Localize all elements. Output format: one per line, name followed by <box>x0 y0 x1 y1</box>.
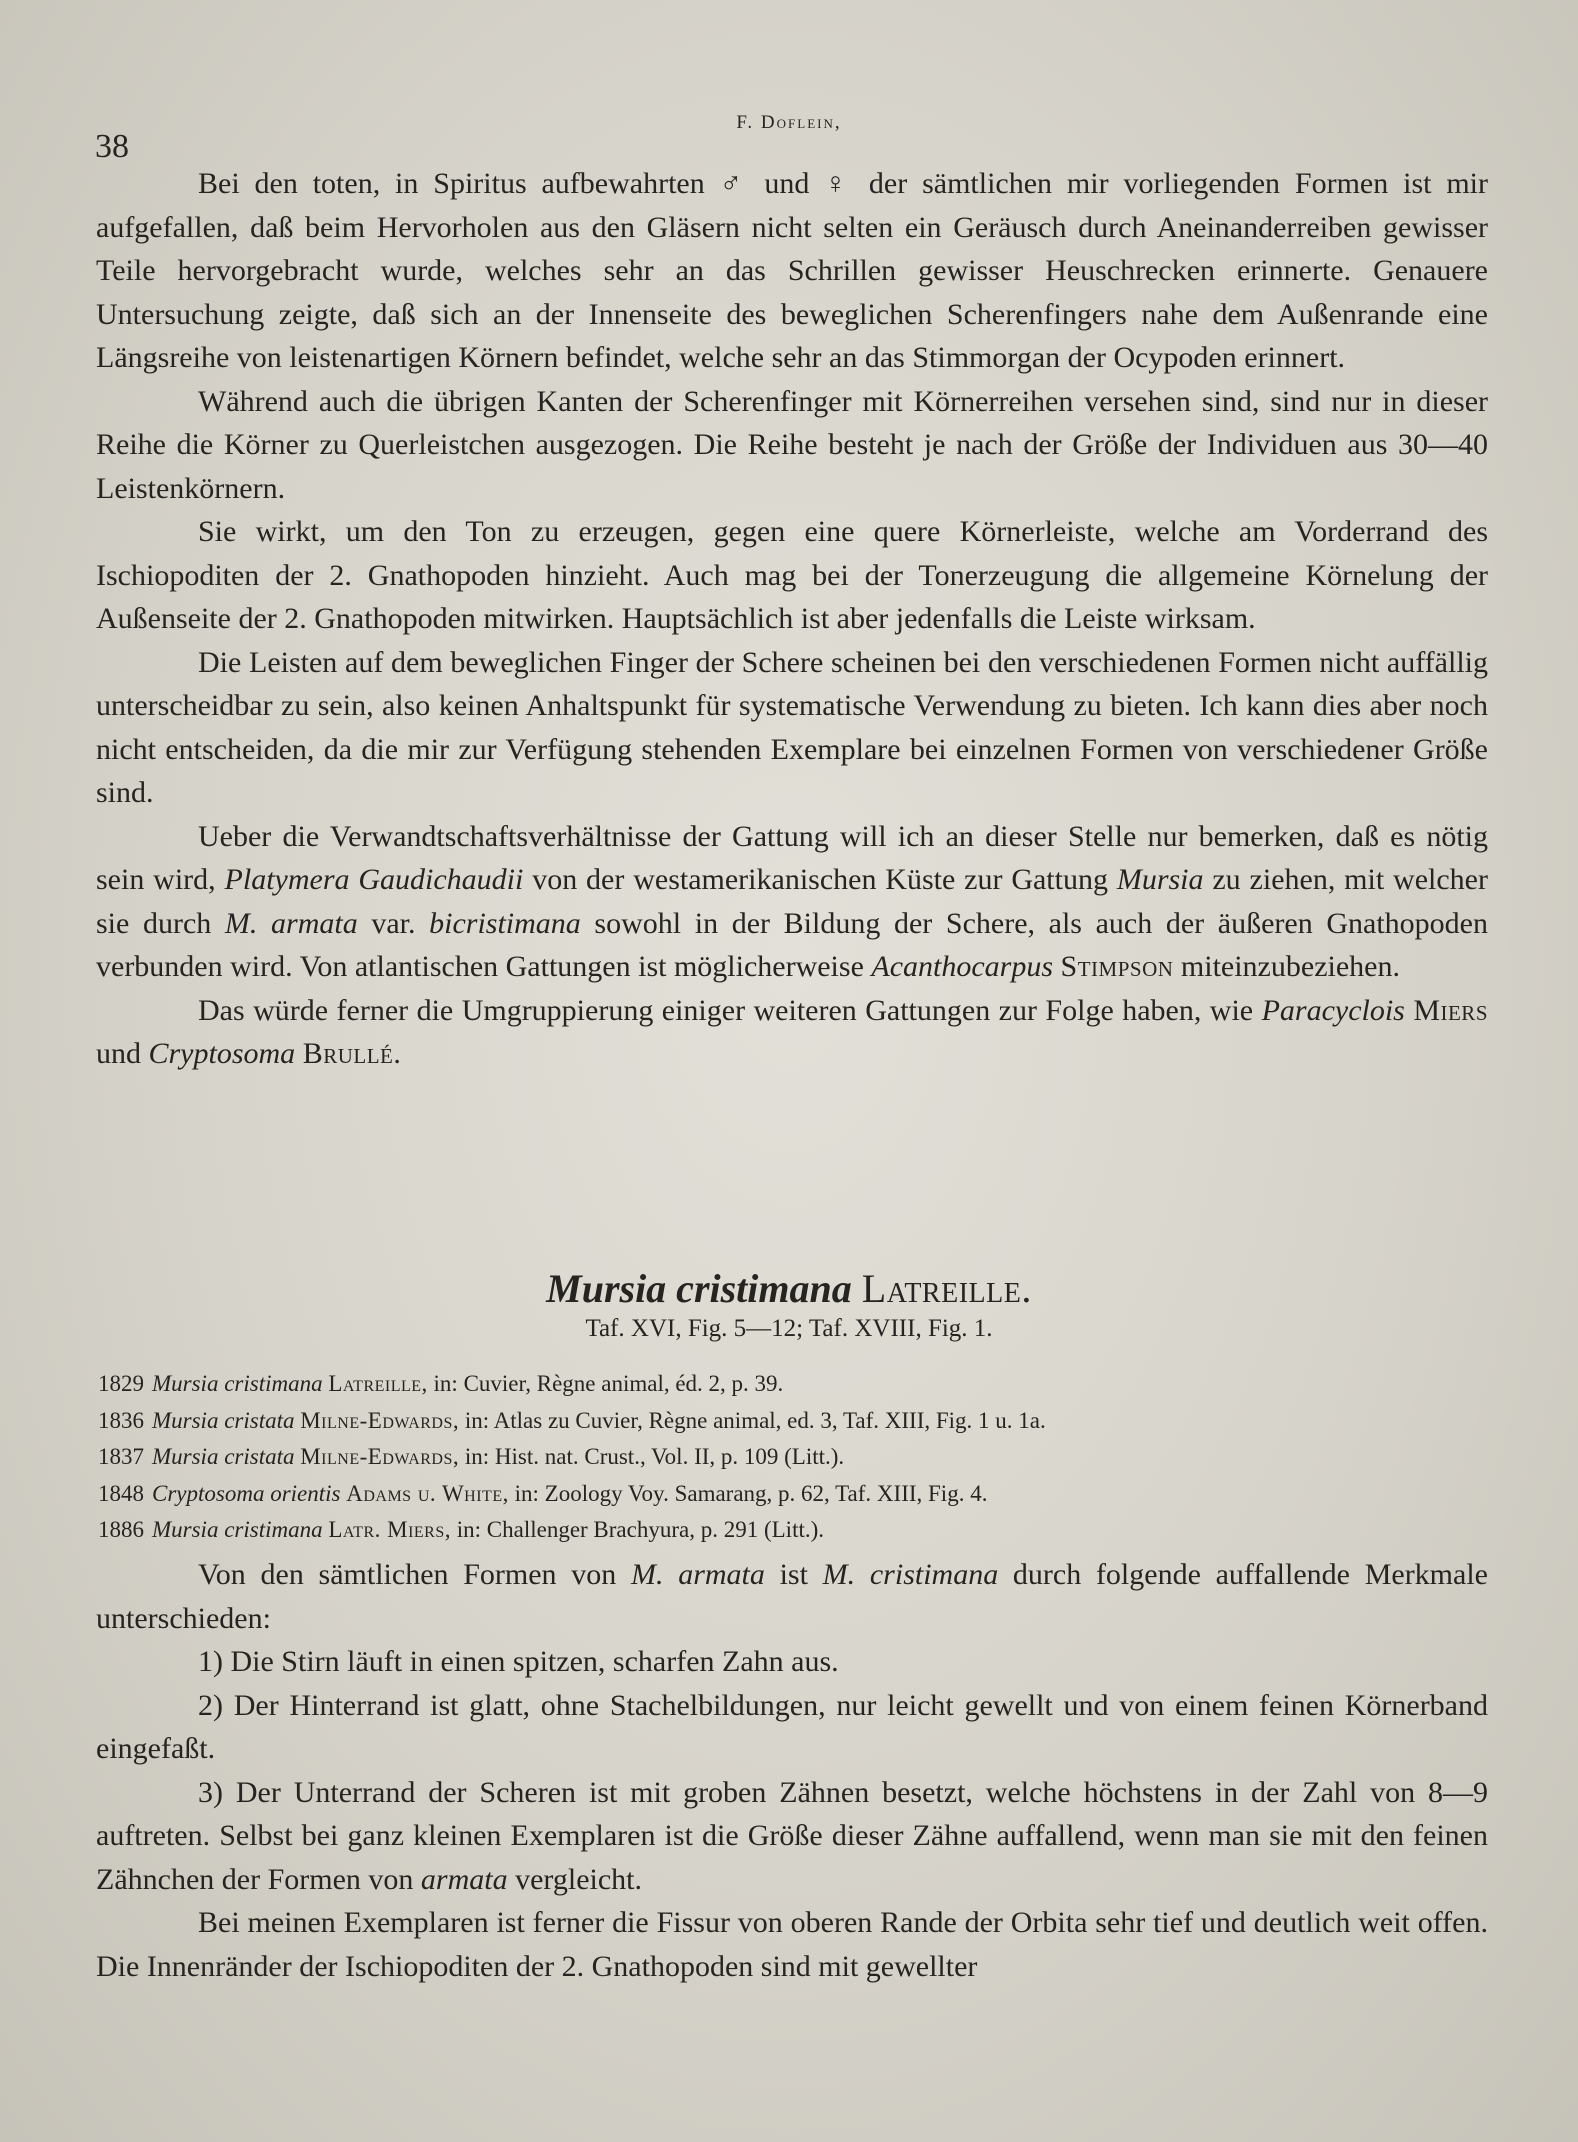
species-author: Latreille. <box>861 1266 1032 1311</box>
text-block-top <box>96 162 1488 1076</box>
species-heading <box>0 1265 1578 1312</box>
list-item: 1) Die Stirn läuft in einen spitzen, scharfen Zahn aus. <box>198 1645 839 1678</box>
synonymy-entry: 1837 Mursia cristata Milne-Edwards, in: Hist. nat. Crust., Vol. II, p. 109 (Litt.). <box>98 1444 845 1469</box>
paragraph: Sie wirkt, um den Ton zu erzeugen, gegen eine quere Körnerleiste, welche am Vorderrand des Ischiopoditen der 2. Gnathopoden hinzieht. Auch mag bei der Tonerzeugung die allgemeine Körnelung der Außenseite der 2. Gnathopoden mitwirken. Hauptsächlich ist aber jedenfalls die Leiste wirksam. <box>96 515 1488 635</box>
plate-reference: Taf. XVI, Fig. 5—12; Taf. XVIII, Fig. 1. <box>585 1315 993 1342</box>
synonymy-entry: 1829 Mursia cristimana Latreille, in: Cuvier, Règne animal, éd. 2, p. 39. <box>98 1371 784 1396</box>
list-item: 2) Der Hinterrand ist glatt, ohne Stachelbildungen, nur leicht gewellt und von einem feinen Körnerband eingefaßt. <box>96 1688 1488 1765</box>
running-head: F. Doflein, <box>736 112 842 133</box>
species-name: Mursia cristimana <box>546 1266 852 1311</box>
page-number: 38 <box>95 128 129 165</box>
list-item: 3) Der Unterrand der Scheren ist mit groben Zähnen besetzt, welche höchstens in der Zahl von 8—9 auftreten. Selbst bei ganz kleinen Exemplaren ist die Größe dieser Zähne auffallend, wenn man sie mit den feinen Zähnchen der Formen von armata vergleicht. <box>96 1775 1488 1896</box>
paragraph: Während auch die übrigen Kanten der Scherenfinger mit Körnerreihen versehen sind, sind nur in dieser Reihe die Körner zu Querleistchen ausgezogen. Die Reihe besteht je nach der Größe der Individuen aus 30—40 Leistenkörnern. <box>96 384 1488 505</box>
paragraph: Von den sämtlichen Formen von M. armata ist M. cristimana durch folgende auffallende Merkmale unterschieden: <box>96 1558 1488 1635</box>
paragraph: Bei meinen Exemplaren ist ferner die Fissur von oberen Rande der Orbita sehr tief und deutlich weit offen. Die Innenränder der Ischiopoditen der 2. Gnathopoden sind mit gewellter <box>96 1906 1488 1983</box>
text-block-bottom <box>96 1553 1488 1988</box>
paragraph: Die Leisten auf dem beweglichen Finger der Schere scheinen bei den verschiedenen Formen nicht auffällig unterscheidbar zu sein, also keinen Anhaltspunkt für systematische Verwendung zu bieten. Ich kann dies aber noch nicht entscheiden, da die mir zur Verfügung stehenden Exemplare bei einzelnen Formen von verschiedener Größe sind. <box>96 645 1488 809</box>
paragraph: Ueber die Verwandtschaftsverhältnisse der Gattung will ich an dieser Stelle nur bemerken, daß es nötig sein wird, Platymera Gaudichaudii von der westamerikanischen Küste zur Gattung Mursia zu ziehen, mit welcher sie durch M. armata var. bicristimana sowohl in der Bildung der Schere, als auch der äußeren Gnathopoden verbunden wird. Von atlantischen Gattungen ist möglicherweise Acanthocarpus Stimpson miteinzubeziehen. <box>96 819 1488 983</box>
synonymy-entry: 1886 Mursia cristimana Latr. Miers, in: Challenger Brachyura, p. 291 (Litt.). <box>98 1517 825 1542</box>
paragraph: Das würde ferner die Umgruppierung einiger weiteren Gattungen zur Folge haben, wie Paracyclois Miers und Cryptosoma Brullé. <box>96 993 1488 1070</box>
synonymy-entry: 1848 Cryptosoma orientis Adams u. White, in: Zoology Voy. Samarang, p. 62, Taf. XIII, Fig. 4. <box>98 1480 988 1506</box>
paragraph: Bei den toten, in Spiritus aufbewahrten ♂ und ♀ der sämtlichen mir vorliegenden Formen ist mir aufgefallen, daß beim Hervorholen aus den Gläsern nicht selten ein Geräusch durch Aneinanderreiben gewisser Teile hervorgebracht wurde, welches sehr an das Schrillen gewisser Heuschrecken erinnerte. Genauere Untersuchung zeigte, daß sich an der Innenseite des beweglichen Scherenfingers nahe dem Außenrande eine Längsreihe von leistenartigen Körnern befindet, welche sehr an das Stimmorgan der Ocypoden erinnert. <box>96 167 1488 374</box>
synonymy-entry: 1836 Mursia cristata Milne-Edwards, in: Atlas zu Cuvier, Règne animal, ed. 3, Taf. XIII, Fig. 1 u. 1a. <box>98 1407 1046 1433</box>
synonymy-list <box>98 1366 1498 1549</box>
